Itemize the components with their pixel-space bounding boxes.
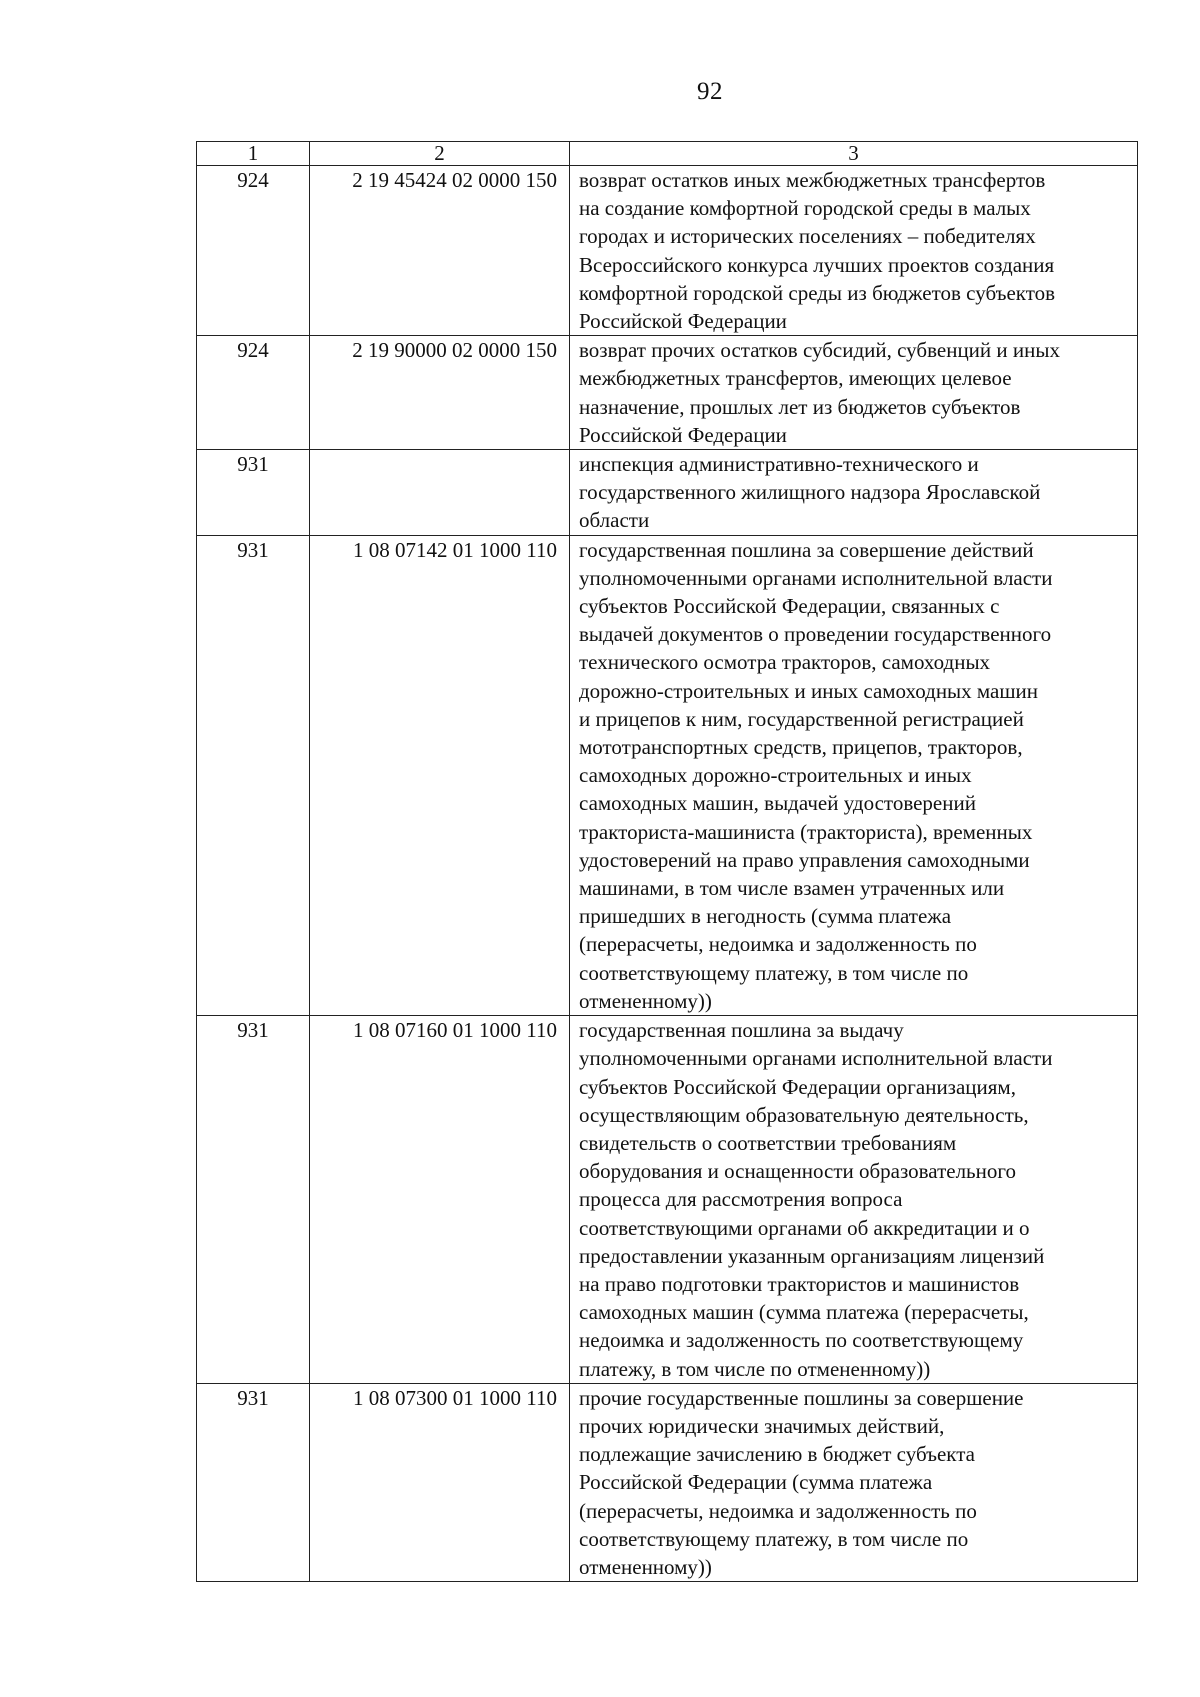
budget-code-cell: 2 19 45424 02 0000 150: [310, 166, 570, 336]
description-cell: государственная пошлина за выдачу уполномоченными органами исполнительной власти субъектов Российской Федерации организациям, осуществляющим образовательную деятельность, свидетельств о соответствии требованиям оборудования и оснащенности образовательного процесса для рассмотрения вопроса соответствующими органами об аккредитации и о предоставлении указанным организациям лицензий на право подготовки трактористов и машинистов самоходных машин (сумма платежа (перерасчеты, недоимка и задолженность по соответствующему платежу, в том числе по отмененному)): [570, 1016, 1138, 1384]
description-cell: прочие государственные пошлины за совершение прочих юридически значимых действий, подлежащие зачислению в бюджет субъекта Российской Федерации (сумма платежа (перерасчеты, недоимка и задолженность по соответствующему платежу, в том числе по отмененному)): [570, 1383, 1138, 1581]
table-row: [197, 1016, 1138, 1384]
column-header-3: 3: [570, 142, 1138, 166]
description-cell: государственная пошлина за совершение действий уполномоченными органами исполнительной власти субъектов Российской Федерации, связанных с выдачей документов о проведении государственного технического осмотра тракторов, самоходных дорожно-строительных и иных самоходных машин и прицепов к ним, государственной регистрацией мототранспортных средств, прицепов, тракторов, самоходных дорожно-строительных и иных самоходных машин, выдачей удостоверений тракториста-машиниста (тракториста), временных удостоверений на право управления самоходными машинами, в том числе взамен утраченных или пришедших в негодность (сумма платежа (перерасчеты, недоимка и задолженность по соответствующему платежу, в том числе по отмененному)): [570, 535, 1138, 1015]
budget-code-cell: 2 19 90000 02 0000 150: [310, 336, 570, 450]
table-row: [197, 450, 1138, 536]
admin-code-cell: 931: [197, 1383, 310, 1581]
table-row: [197, 1383, 1138, 1581]
budget-code-cell: 1 08 07300 01 1000 110: [310, 1383, 570, 1581]
revenue-codes-table: [196, 141, 1138, 1582]
admin-code-cell: 931: [197, 1016, 310, 1384]
admin-code-cell: 931: [197, 450, 310, 536]
budget-code-cell: 1 08 07160 01 1000 110: [310, 1016, 570, 1384]
table-row: [197, 535, 1138, 1015]
page-number: 92: [697, 78, 723, 105]
description-cell: возврат прочих остатков субсидий, субвенций и иных межбюджетных трансфертов, имеющих целевое назначение, прошлых лет из бюджетов субъектов Российской Федерации: [570, 336, 1138, 450]
admin-code-cell: 931: [197, 535, 310, 1015]
admin-code-cell: 924: [197, 166, 310, 336]
table-header-row: [197, 142, 1138, 166]
table-row: [197, 336, 1138, 450]
column-header-2: 2: [310, 142, 570, 166]
description-cell: инспекция административно-технического и государственного жилищного надзора Ярославской области: [570, 450, 1138, 536]
table-row: [197, 166, 1138, 336]
column-header-1: 1: [197, 142, 310, 166]
admin-code-cell: 924: [197, 336, 310, 450]
budget-code-cell: 1 08 07142 01 1000 110: [310, 535, 570, 1015]
description-cell: возврат остатков иных межбюджетных трансфертов на создание комфортной городской среды в малых городах и исторических поселениях – победителях Всероссийского конкурса лучших проектов создания комфортной городской среды из бюджетов субъектов Российской Федерации: [570, 166, 1138, 336]
budget-code-cell: [310, 450, 570, 536]
